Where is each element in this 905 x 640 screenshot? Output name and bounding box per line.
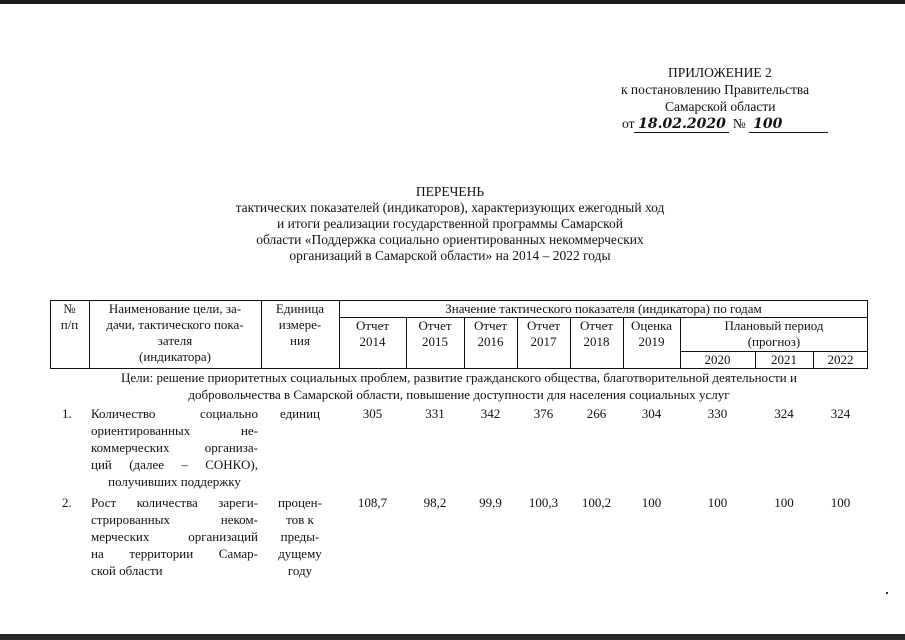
row-1-name-line: ций (далее – СОНКО), — [91, 457, 258, 472]
row-2-unit — [261, 494, 339, 579]
scan-bottom-edge — [0, 634, 905, 640]
row-1-num: 1. — [62, 406, 72, 421]
header-report-label: Отчет — [473, 318, 508, 333]
row-2-value: 100 — [641, 495, 662, 510]
row-2-unit-line: тов к — [286, 512, 314, 527]
indicators-table — [50, 300, 868, 580]
header-report-label: Отчет — [355, 318, 390, 333]
row-1-name-line: коммерческих организа- — [91, 440, 258, 455]
header-year-2015 — [406, 318, 464, 350]
appendix-block — [600, 64, 900, 133]
row-1-name-line: ориентированных не- — [91, 423, 258, 438]
goals-line: добровольчества в Самарской области, повышение доступности для населения социальных услуг — [188, 387, 730, 402]
header-unit-line: Единица — [275, 301, 325, 316]
title-heading: ПЕРЕЧЕНЬ — [415, 184, 485, 199]
row-2-name-line: мерческих организаций — [91, 529, 258, 544]
header-year-label: 2017 — [530, 334, 557, 349]
header-year-label: 2016 — [477, 334, 504, 349]
row-1-value: 324 — [774, 406, 794, 421]
row-2-value: 100 — [707, 495, 728, 510]
row-2-name-line: Рост количества зареги- — [91, 495, 258, 510]
header-report-label: Отчет — [526, 318, 561, 333]
row-2-unit-line: процен- — [278, 495, 322, 510]
row-2-unit-line: дущему — [278, 546, 322, 561]
header-num-line: № — [63, 301, 76, 316]
header-name-line: дачи, тактического пока- — [106, 317, 244, 332]
row-1-value: 342 — [480, 406, 501, 421]
row-1-name-line: получивших поддержку — [108, 474, 241, 489]
from-label: от — [622, 116, 635, 131]
header-year-2020: 2020 — [704, 352, 731, 367]
goals-row — [50, 369, 868, 403]
handwritten-number: 100 — [749, 117, 828, 133]
header-unit — [261, 301, 339, 349]
row-1-unit: единиц — [279, 406, 321, 421]
row-1-value: 376 — [533, 406, 554, 421]
row-2-name-line: ской области — [91, 563, 163, 578]
row-1-value: 305 — [362, 406, 383, 421]
header-year-2016 — [464, 318, 517, 350]
row-2-name-line: на территории Самар- — [91, 546, 258, 561]
header-year-2022: 2022 — [827, 352, 854, 367]
title-line-3: и итоги реализации государственной программы Самарской — [277, 216, 623, 231]
row-2-value: 100,2 — [581, 495, 612, 510]
row-1-value: 304 — [641, 406, 662, 421]
scan-top-edge — [0, 0, 905, 4]
header-plan-line: (прогноз) — [747, 334, 801, 349]
row-1-name-line: Количество социально — [91, 406, 258, 421]
goals-line: Цели: решение приоритетных социальных проблем, развитие гражданского общества, благотворительной деятельности и — [121, 370, 797, 385]
row-2-value: 100 — [774, 495, 794, 510]
header-name-line: Наименование цели, за- — [108, 301, 242, 316]
header-name — [89, 301, 261, 365]
header-year-label: 2014 — [359, 334, 386, 349]
header-year-label: 2018 — [583, 334, 610, 349]
row-2-value: 99,9 — [479, 495, 502, 510]
row-2-value: 100,3 — [528, 495, 559, 510]
header-year-2014 — [339, 318, 406, 350]
document-title — [150, 184, 750, 264]
header-unit-line: измере- — [278, 317, 322, 332]
header-year-2017 — [517, 318, 570, 350]
row-2-value: 108,7 — [357, 495, 388, 510]
header-year-2021: 2021 — [771, 352, 797, 367]
header-year-2018 — [570, 318, 623, 350]
title-line-5: организаций в Самарской области» на 2014 – 2022 годы — [289, 248, 611, 263]
header-estimate-label: Оценка — [631, 318, 672, 333]
number-label: № — [732, 116, 746, 131]
title-line-2: тактических показателей (индикаторов), характеризующих ежегодный ход — [235, 200, 665, 215]
header-year-2019 — [623, 318, 680, 350]
appendix-line-decree: к постановлению Правительства — [621, 82, 810, 97]
scan-speck — [886, 592, 888, 594]
row-2-value: 98,2 — [423, 495, 447, 510]
appendix-date-line — [600, 115, 900, 133]
row-1-value: 266 — [586, 406, 607, 421]
header-plan-line: Плановый период — [724, 318, 824, 333]
header-report-label: Отчет — [418, 318, 452, 333]
header-num — [50, 301, 89, 333]
row-1-value: 331 — [425, 406, 445, 421]
header-values-group: Значение тактического показателя (индикатора) по годам — [445, 301, 762, 316]
header-unit-line: ния — [290, 333, 310, 348]
header-year-label: 2019 — [638, 334, 665, 349]
row-1-value: 324 — [830, 406, 851, 421]
appendix-line-region: Самарской области — [665, 99, 776, 114]
row-2-name-line: стрированных неком- — [91, 512, 258, 527]
row-2-unit-line: преды- — [280, 529, 320, 544]
header-name-line: зателя — [157, 333, 193, 348]
row-1-name — [91, 405, 258, 490]
appendix-title: ПРИЛОЖЕНИЕ 2 — [668, 65, 772, 80]
header-report-label: Отчет — [579, 318, 614, 333]
row-2-num: 2. — [62, 495, 72, 510]
header-num-line: п/п — [60, 317, 79, 332]
header-year-label: 2015 — [422, 334, 448, 349]
row-2-unit-line: году — [287, 563, 313, 578]
row-1-value: 330 — [707, 406, 728, 421]
title-line-4: области «Поддержка социально ориентированных некоммерческих — [256, 232, 644, 247]
handwritten-date: 18.02.2020 — [634, 117, 729, 133]
row-2-value: 100 — [830, 495, 851, 510]
row-2-name — [91, 494, 258, 579]
header-name-line: (индикатора) — [139, 349, 211, 364]
header-plan-period — [680, 318, 868, 350]
